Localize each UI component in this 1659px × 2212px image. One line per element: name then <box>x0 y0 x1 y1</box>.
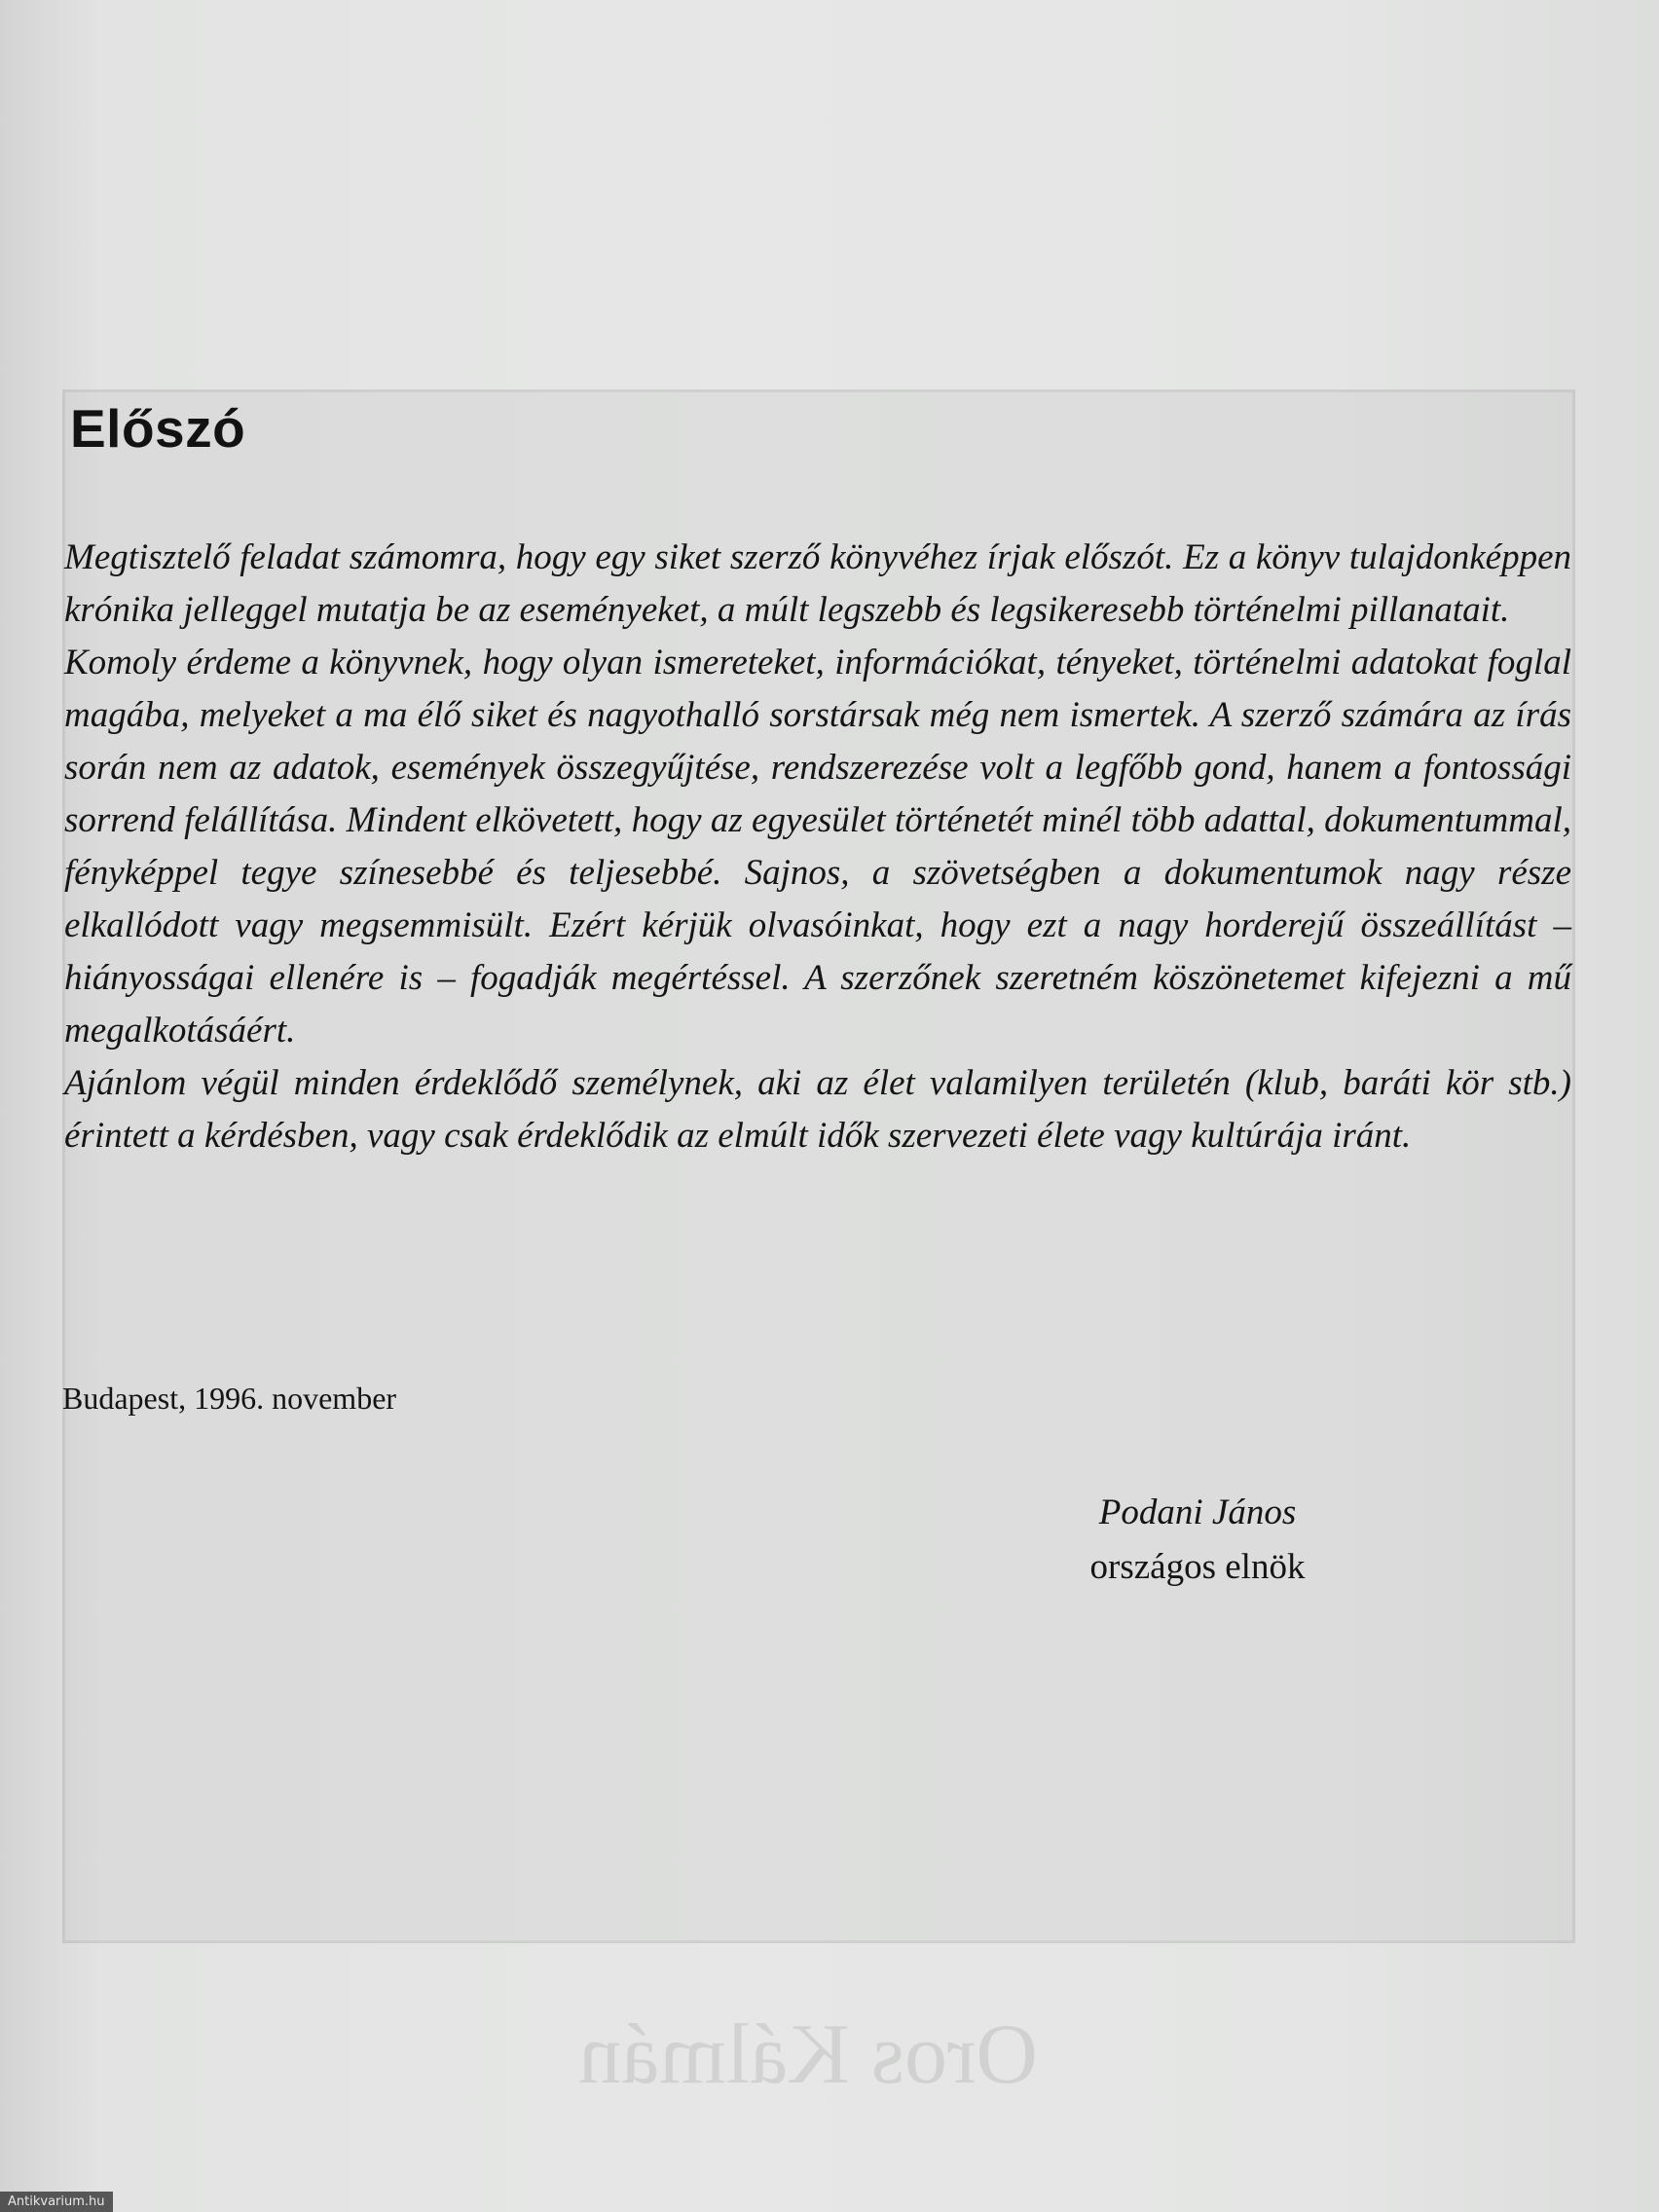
signature-block <box>1051 1486 1344 1595</box>
page-title: Előszó <box>70 398 246 459</box>
bleed-through-title: Oros Kálmán <box>578 2008 1038 2102</box>
signer-name: Podani János <box>1098 1493 1297 1532</box>
watermark: Antikvarium.hu <box>0 2192 113 2212</box>
signer-role: országos elnök <box>1089 1547 1306 1587</box>
paragraph: Komoly érdeme a könyvnek, hogy olyan ismereteket, információkat, tényeket, történelmi adatokat foglal magába, melyeket a ma élő siket és nagyothalló sorstársak még nem ismertek. A szerző számára az írás során nem az adatok, események összegyűjtése, rendszerezése volt a legfőbb gond, hanem a fontossági sorrend felállítása. Mindent elkövetett, hogy az egyesület történetét minél több adattal, dokumentummal, fényképpel tegye színesebbé és teljesebbé. Sajnos, a szövetségben a dokumentumok nagy része elkallódott vagy megsemmisült. Ezért kérjük olvasóinkat, hogy ezt a nagy horderejű összeállítást – hiányosságai ellenére is – fogadják megértéssel. A szerzőnek szeretném köszönetemet kifejezni a mű megalkotásáért. <box>64 643 1571 1051</box>
paragraph: Megtisztelő feladat számomra, hogy egy siket szerző könyvéhez írjak előszót. Ez a könyv tulajdonképpen krónika jelleggel mutatja be az eseményeket, a múlt legszebb és legsikeresebb történelmi pillanatait. <box>64 537 1571 630</box>
place-date: Budapest, 1996. november <box>62 1381 397 1416</box>
foreword-body <box>64 532 1571 1162</box>
paragraph: Ajánlom végül minden érdeklődő személynek, aki az élet valamilyen területén (klub, baráti kör stb.) érintett a kérdésben, vagy csak érdeklődik az elmúlt idők szervezeti élete vagy kultúrája iránt. <box>64 1063 1571 1156</box>
